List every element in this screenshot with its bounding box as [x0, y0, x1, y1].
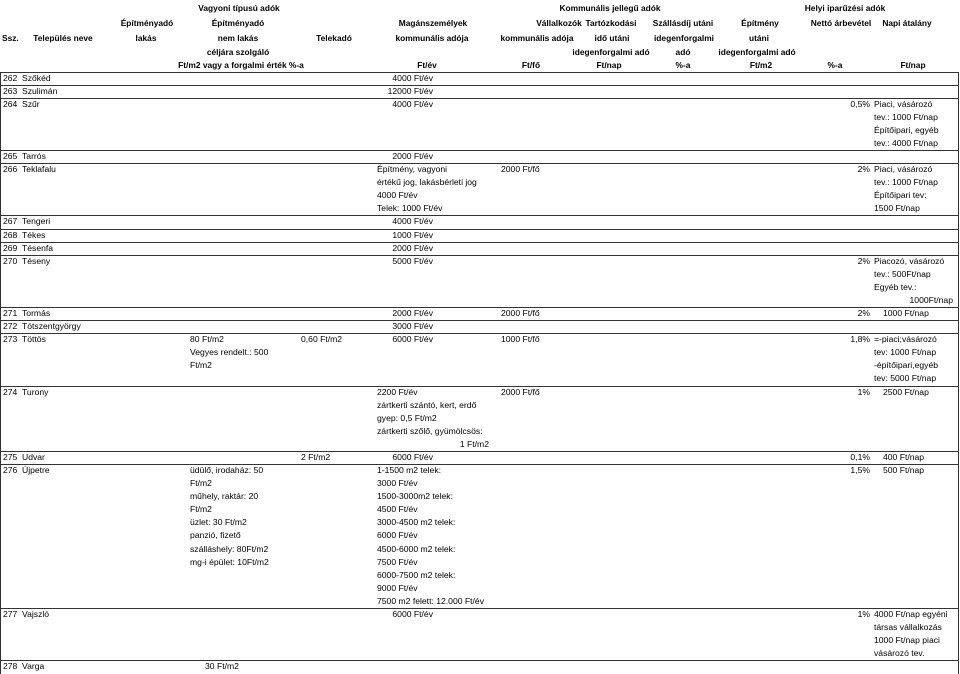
table-row [1, 163, 958, 215]
cell-telepules-neve [22, 85, 57, 98]
cell-line: Egyéb tev.: [874, 281, 917, 292]
cell-napi-atalany [874, 98, 939, 150]
header-szallasdij-line2: idegenforgalmi [653, 33, 715, 43]
cell-line: 276 [3, 465, 18, 476]
cell-line: -építőipari,egyéb [874, 360, 939, 371]
cell-line: 2500 Ft/nap [883, 386, 929, 397]
cell-netto-arbevetel [801, 255, 870, 268]
cell-line: 2% [857, 255, 870, 266]
table-row [1, 229, 958, 242]
cell-telepules-neve [22, 98, 40, 111]
cell-ssz [3, 72, 17, 85]
cell-maganszemelyek-kommunalis-adoja [377, 85, 433, 98]
cell-line: 80 Ft/m2 [190, 334, 224, 345]
cell-napi-atalany [874, 608, 948, 660]
cell-ssz [3, 333, 17, 346]
header-epitmeny-ig-line1: Építmény [741, 18, 779, 28]
cell-line: 4000 Ft/év [392, 98, 433, 109]
cell-maganszemelyek-kommunalis-adoja [377, 333, 433, 346]
cell-line: üzlet: 30 Ft/m2 [190, 517, 247, 528]
cell-line: 267 [3, 216, 18, 227]
cell-vallalkozok-kommunalis-adoja [501, 386, 540, 399]
cell-epitmenyado-nem-lakas [205, 660, 239, 673]
table-row [1, 333, 958, 385]
header-epitmenyado-lakas-line1: Építményadó [120, 18, 174, 28]
header-szallasdij-line1: Szállásdíj utáni [652, 18, 714, 28]
cell-ssz [3, 215, 17, 228]
cell-telepules-neve [22, 451, 45, 464]
cell-line: tev.: 4000 Ft/nap [874, 137, 938, 148]
cell-ssz [3, 98, 17, 111]
cell-line: Szőkéd [22, 72, 51, 83]
cell-line: tev.: 500Ft/nap [874, 268, 931, 279]
cell-line: 0,5% [850, 98, 870, 109]
cell-ssz [3, 386, 17, 399]
cell-ssz [3, 660, 17, 673]
header-tartozkodasi-line3: idegenforgalmi adó [572, 47, 650, 57]
cell-line: Piaci, vásározó [874, 164, 933, 175]
cell-line: Tarrós [22, 151, 46, 162]
cell-telepules-neve [22, 464, 50, 477]
cell-vallalkozok-kommunalis-adoja [501, 333, 540, 346]
cell-line: 271 [3, 308, 18, 319]
cell-line: 2000 Ft/fő [501, 164, 540, 175]
table-row [1, 215, 958, 228]
cell-line: Ft/m2 [190, 504, 212, 515]
cell-line: 6000 Ft/év [392, 334, 433, 345]
cell-line: 272 [3, 321, 18, 332]
cell-telepules-neve [22, 150, 46, 163]
cell-line: 30 Ft/m2 [205, 661, 239, 672]
cell-line: 269 [3, 242, 18, 253]
table-row [1, 72, 958, 85]
cell-line: zártkerti szőlő, gyümölcsös: [377, 425, 483, 436]
cell-telepules-neve [22, 320, 81, 333]
table-row [1, 150, 958, 163]
cell-line: 265 [3, 151, 18, 162]
cell-ssz [3, 242, 17, 255]
table-row [1, 98, 958, 150]
unit-tartozkodasi: Ft/nap [596, 60, 622, 70]
cell-line: tev.: 1000 Ft/nap [874, 111, 938, 122]
cell-telepules-neve [22, 333, 46, 346]
cell-line: 6000 Ft/év [392, 452, 433, 462]
cell-maganszemelyek-kommunalis-adoja [377, 307, 433, 320]
cell-line: 0,1% [850, 452, 870, 462]
cell-maganszemelyek-kommunalis-adoja [377, 608, 433, 621]
unit-epitmeny-ig: Ft/m2 [749, 60, 773, 70]
cell-line: Építőipari tev: [874, 190, 927, 201]
table-row [1, 464, 958, 608]
header-epitmenyado-lakas-line2: lakás [135, 33, 157, 43]
cell-line: 275 [3, 452, 18, 462]
cell-line: 3000-4500 m2 telek: [377, 517, 456, 528]
cell-line: műhely, raktár: 20 [190, 491, 259, 502]
cell-maganszemelyek-kommunalis-adoja [377, 255, 433, 268]
cell-telepules-neve [22, 163, 56, 176]
cell-line: 1000 Ft/fő [501, 334, 540, 345]
cell-line: 270 [3, 255, 18, 266]
cell-netto-arbevetel [801, 608, 870, 621]
cell-line: 7500 Ft/év [377, 556, 418, 567]
cell-line: 12000 Ft/év [387, 85, 433, 96]
cell-line: 4000 Ft/év [392, 72, 433, 83]
cell-line: 4000 Ft/év [392, 216, 433, 227]
cell-line: 273 [3, 334, 18, 345]
header-epitmenyado-nem-lakas-line2: nem lakás [217, 33, 259, 43]
header-group-vagyoni: Vagyoni típusú adók [198, 3, 280, 13]
cell-line: 1 Ft/m2 [459, 438, 489, 449]
header-group-iparuzesi: Helyi iparűzési adók [804, 3, 886, 13]
cell-line: tev: 1000 Ft/nap [874, 347, 937, 358]
cell-napi-atalany [883, 386, 929, 399]
cell-ssz [3, 451, 17, 464]
table-row [1, 386, 958, 451]
cell-line: mg-i épület: 10Ft/m2 [190, 556, 269, 567]
cell-line: 4500-6000 m2 telek: [377, 543, 456, 554]
table-row [1, 451, 958, 464]
cell-line: 9000 Ft/év [377, 582, 418, 593]
header-telekado: Telekadó [316, 33, 352, 43]
cell-line: Udvar [22, 452, 45, 462]
cell-line: szálláshely: 80Ft/m2 [190, 543, 269, 554]
cell-maganszemelyek-kommunalis-adoja [377, 242, 433, 255]
cell-line: Varga [22, 661, 45, 672]
cell-ssz [3, 464, 17, 477]
cell-line: 7500 m2 felett: 12.000 Ft/év [377, 595, 485, 606]
header-tartozkodasi-line2: idő utáni [594, 33, 630, 43]
cell-line: Építmény, vagyoni [377, 164, 448, 175]
cell-netto-arbevetel [801, 386, 870, 399]
cell-telepules-neve [22, 660, 44, 673]
cell-telepules-neve [22, 242, 53, 255]
cell-netto-arbevetel [801, 333, 870, 346]
cell-maganszemelyek-kommunalis-adoja [377, 98, 433, 111]
table-body [0, 72, 959, 674]
cell-line: 6000 Ft/év [392, 609, 433, 620]
cell-epitmenyado-nem-lakas [190, 464, 269, 569]
cell-line: 266 [3, 164, 18, 175]
cell-telepules-neve [22, 229, 45, 242]
cell-line: 2% [857, 164, 870, 175]
cell-maganszemelyek-kommunalis-adoja [377, 451, 433, 464]
cell-netto-arbevetel [801, 163, 870, 176]
cell-ssz [3, 163, 17, 176]
cell-line: 2 Ft/m2 [301, 452, 331, 462]
cell-maganszemelyek-kommunalis-adoja [377, 215, 433, 228]
cell-ssz [3, 608, 17, 621]
unit-szallasdij: %-a [675, 60, 691, 70]
table-row [1, 307, 958, 320]
cell-line: Szűr [22, 98, 40, 109]
cell-line: 274 [3, 386, 18, 397]
cell-telepules-neve [22, 307, 50, 320]
cell-line: Ft/m2 [190, 360, 212, 371]
cell-line: 3000 Ft/év [392, 321, 433, 332]
cell-line: Tésenfa [22, 242, 54, 253]
cell-line: 1000 Ft/nap piaci [874, 635, 940, 646]
cell-vallalkozok-kommunalis-adoja [501, 307, 540, 320]
cell-line: 1000Ft/nap [909, 294, 953, 305]
cell-line: 263 [3, 85, 18, 96]
header-maganszemelyek-line2: kommunális adója [395, 33, 469, 43]
cell-maganszemelyek-kommunalis-adoja [377, 386, 489, 451]
cell-telekado [301, 333, 342, 346]
header-maganszemelyek-line1: Magánszemélyek [398, 18, 468, 28]
cell-line: 2000 Ft/fő [501, 386, 540, 397]
cell-line: Vajszló [22, 609, 50, 620]
table-row [1, 320, 958, 333]
cell-line: 1000 Ft/nap [883, 308, 929, 319]
cell-line: Szulimán [22, 85, 58, 96]
header-napi-atalany: Napi átalány [882, 18, 932, 28]
cell-napi-atalany [883, 464, 924, 477]
cell-line: 2000 Ft/fő [501, 308, 540, 319]
header-ssz: Ssz. [2, 33, 19, 43]
cell-line: 6000 Ft/év [377, 530, 418, 541]
cell-line: 2% [857, 308, 870, 319]
header-vallalkozok-line2: kommunális adója [500, 33, 574, 43]
cell-maganszemelyek-kommunalis-adoja [377, 150, 433, 163]
cell-line: 278 [3, 661, 18, 672]
unit-maganszemelyek: Ft/év [417, 60, 437, 70]
cell-netto-arbevetel [801, 98, 870, 111]
cell-telepules-neve [22, 215, 50, 228]
header-szallasdij-line3: adó [675, 47, 691, 57]
cell-line: 400 Ft/nap [883, 452, 925, 462]
cell-line: Tékes [22, 229, 46, 240]
cell-line: értékű jog, lakásbérleti jog [377, 177, 477, 188]
cell-line: 1-1500 m2 telek: [377, 465, 442, 476]
table-row [1, 608, 958, 660]
table-row [1, 85, 958, 98]
cell-line: 1,5% [850, 465, 870, 476]
cell-ssz [3, 307, 17, 320]
cell-line: 2000 Ft/év [392, 151, 433, 162]
header-epitmenyado-nem-lakas-line3: céljára szolgáló [206, 47, 270, 57]
table-row [1, 255, 958, 307]
cell-telepules-neve [22, 608, 49, 621]
cell-telepules-neve [22, 386, 48, 399]
cell-line: 5000 Ft/év [392, 255, 433, 266]
cell-maganszemelyek-kommunalis-adoja [377, 72, 433, 85]
cell-line: zártkerti szántó, kert, erdő [377, 399, 477, 410]
cell-line: Építőipari, egyéb [874, 124, 939, 135]
cell-line: 264 [3, 98, 18, 109]
cell-line: 262 [3, 72, 18, 83]
cell-line: 6000-7500 m2 telek: [377, 569, 456, 580]
cell-line: Teklafalu [22, 164, 56, 175]
cell-line: 4500 Ft/év [377, 504, 418, 515]
unit-vagyoni: Ft/m2 vagy a forgalmi érték %-a [178, 60, 304, 70]
unit-napi-atalany: Ft/nap [900, 60, 926, 70]
cell-line: tev: 5000 Ft/nap [874, 373, 937, 384]
cell-line: 1% [857, 609, 870, 620]
cell-line: 1% [857, 386, 870, 397]
header-group-kommunalis: Kommunális jellegű adók [559, 3, 661, 13]
unit-netto-arbevetel: %-a [827, 60, 843, 70]
cell-napi-atalany [874, 163, 938, 215]
cell-line: 1000 Ft/év [392, 229, 433, 240]
cell-line: 2000 Ft/év [392, 242, 433, 253]
cell-line: Tormás [22, 308, 51, 319]
cell-line: Piaci, vásározó [874, 98, 933, 109]
cell-netto-arbevetel [801, 307, 870, 320]
cell-line: Tengeri [22, 216, 51, 227]
cell-line: Piacozó, vásározó [874, 255, 945, 266]
cell-line: vásározó tev. [874, 648, 925, 659]
cell-line: 2000 Ft/év [392, 308, 433, 319]
cell-line: Töttös [22, 334, 46, 345]
cell-line: 4000 Ft/év [377, 190, 418, 201]
table-header [0, 0, 960, 72]
cell-ssz [3, 150, 17, 163]
cell-line: =-piaci;vásározó [874, 334, 937, 345]
cell-line: 1500-3000m2 telek: [377, 491, 453, 502]
cell-line: 500 Ft/nap [883, 465, 925, 476]
header-netto-arbevetel: Nettó árbevétel [810, 18, 872, 28]
cell-line: 0,60 Ft/m2 [301, 334, 343, 345]
table-row [1, 242, 958, 255]
header-telepules-neve: Település neve [33, 33, 93, 43]
cell-maganszemelyek-kommunalis-adoja [377, 163, 489, 215]
cell-napi-atalany [883, 451, 924, 464]
cell-maganszemelyek-kommunalis-adoja [377, 229, 433, 242]
header-epitmeny-ig-line3: idegenforgalmi adó [718, 47, 796, 57]
unit-vallalkozok: Ft/fő [521, 60, 541, 70]
cell-telepules-neve [22, 255, 50, 268]
cell-maganszemelyek-kommunalis-adoja [377, 464, 489, 608]
cell-ssz [3, 255, 17, 268]
cell-napi-atalany [874, 333, 938, 385]
cell-line: Újpetre [22, 465, 50, 476]
cell-line: 3000 Ft/év [377, 478, 418, 489]
cell-netto-arbevetel [801, 464, 870, 477]
cell-ssz [3, 229, 17, 242]
cell-line: 1500 Ft/nap [874, 203, 920, 214]
cell-line: 1,8% [850, 334, 870, 345]
cell-line: panzió, fizető [190, 530, 241, 541]
table-row [1, 660, 958, 673]
cell-line: Tótszentgyörgy [22, 321, 81, 332]
cell-line: társas vállalkozás [874, 622, 942, 633]
header-epitmenyado-nem-lakas-line1: Építményadó [211, 18, 265, 28]
cell-ssz [3, 320, 17, 333]
cell-netto-arbevetel [801, 451, 870, 464]
header-vallalkozok-line1: Vállalkozók [536, 18, 582, 28]
cell-telepules-neve [22, 72, 51, 85]
cell-line: Turony [22, 386, 49, 397]
header-epitmeny-ig-line2: utáni [748, 33, 769, 43]
cell-napi-atalany [883, 307, 929, 320]
cell-line: üdülő, irodaház: 50 [190, 465, 264, 476]
cell-line: tev.: 1000 Ft/nap [874, 177, 938, 188]
cell-napi-atalany [874, 255, 953, 307]
cell-ssz [3, 85, 17, 98]
cell-line: 2200 Ft/év [377, 386, 418, 397]
cell-line: 277 [3, 609, 18, 620]
cell-line: Vegyes rendelt.: 500 [190, 347, 269, 358]
cell-line: 4000 Ft/nap egyéni [874, 609, 948, 620]
cell-line: gyep: 0,5 Ft/m2 [377, 412, 437, 423]
cell-epitmenyado-nem-lakas [190, 333, 268, 372]
cell-line: 268 [3, 229, 18, 240]
cell-maganszemelyek-kommunalis-adoja [377, 320, 433, 333]
header-tartozkodasi-line1: Tartózkodási [585, 18, 637, 28]
cell-line: Ft/m2 [190, 478, 212, 489]
cell-telekado [301, 451, 330, 464]
cell-line: Téseny [22, 255, 51, 266]
cell-line: Telek: 1000 Ft/év [377, 203, 443, 214]
cell-vallalkozok-kommunalis-adoja [501, 163, 540, 176]
